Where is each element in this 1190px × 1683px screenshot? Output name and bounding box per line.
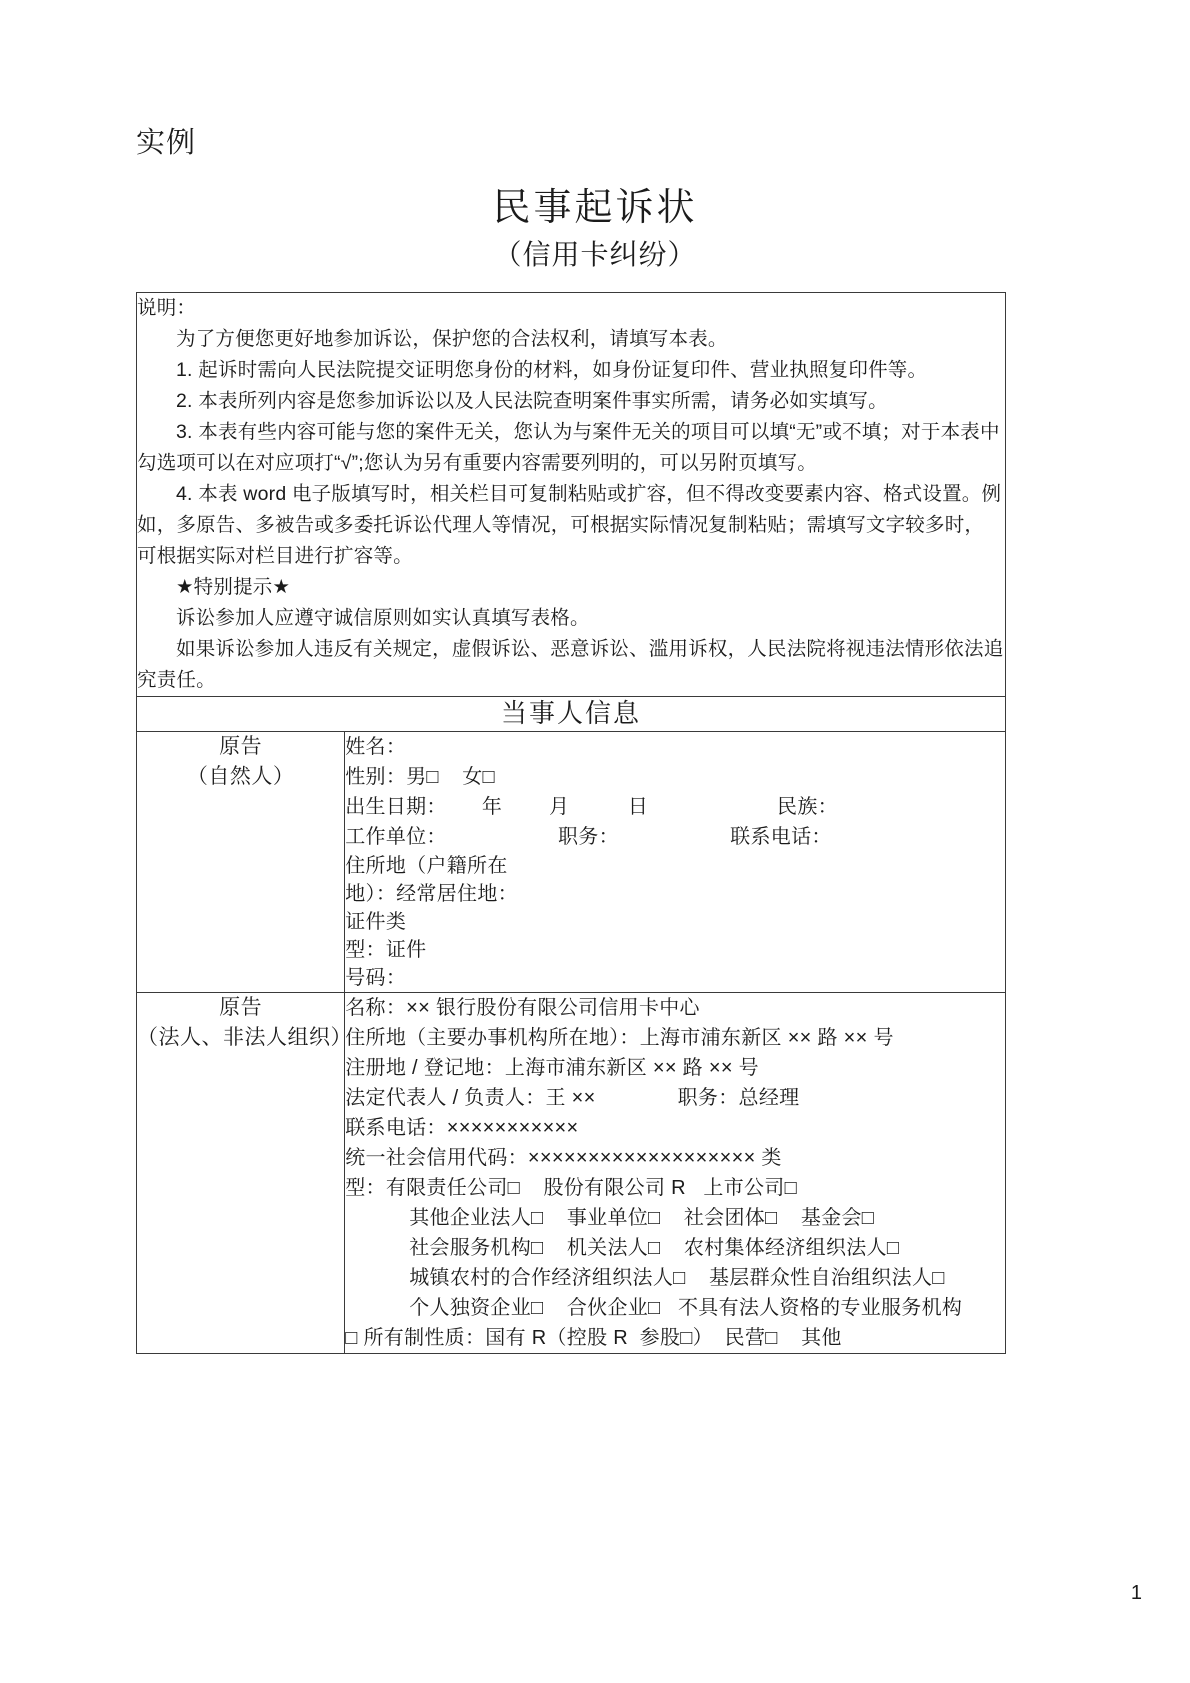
entity-type-option-row[interactable]: 个人独资企业□ 合伙企业□ 不具有法人资格的专业服务机构 (409, 1296, 963, 1319)
notes-cell (137, 293, 1006, 697)
page-subtitle: （信用卡纠纷） (493, 238, 697, 270)
field-entity-phone[interactable]: 联系电话：××××××××××× (345, 1116, 579, 1139)
plaintiff-entity-label-line2: （法人、非法人组织） (137, 1025, 352, 1049)
page-number: 1 (1130, 1582, 1142, 1604)
notice-line: 如果诉讼参加人违反有关规定，虚假诉讼、恶意诉讼、滥用诉权，人民法院将视违法情形依法追究责任。 (137, 638, 1004, 691)
entity-type-option-row[interactable]: 社会服务机构□ 机关法人□ 农村集体经济组织法人□ (409, 1236, 900, 1259)
document-header (0, 0, 1190, 160)
field-entity-name[interactable]: 名称：×× 银行股份有限公司信用卡中心 (345, 996, 700, 1019)
field-entity-registered-address[interactable]: 注册地 / 登记地：上海市浦东新区 ×× 路 ×× 号 (345, 1056, 759, 1079)
field-residence[interactable]: 地）：经常居住地： (345, 882, 518, 905)
field-entity-type-row[interactable]: 型：有限责任公司□ 股份有限公司 R 上市公司□ (345, 1176, 797, 1199)
field-employer[interactable]: 工作单位： 职务： 联系电话： (345, 825, 832, 848)
plaintiff-natural-label (137, 731, 345, 992)
field-gender[interactable]: 性别：男□ 女□ (345, 765, 495, 788)
party-section-header (137, 697, 1006, 732)
notice-line: 诉讼参加人应遵守诚信原则如实认真填写表格。 (176, 607, 590, 629)
field-entity-domicile[interactable]: 住所地（主要办事机构所在地）：上海市浦东新区 ×× 路 ×× 号 (345, 1026, 894, 1049)
field-id-type-cont[interactable]: 型：证件 (345, 938, 427, 961)
notes-line: 4. 本表 word 电子版填写时，相关栏目可复制粘贴或扩容，但不得改变要素内容、格式设置。例 如，多原告、多被告或多委托诉讼代理人等情况，可根据实际情况复制粘贴；需填写文字较多时， 可根据实际对栏目进行扩容等。 (137, 483, 1007, 567)
plaintiff-natural-label-line1: 原告 (219, 734, 263, 758)
party-section-title: 当事人信息 (500, 698, 641, 728)
notes-heading: 说明： (137, 297, 197, 319)
notes-line: 3. 本表有些内容可能与您的案件无关，您认为与案件无关的项目可以填“无”或不填；对于本表中勾选项可以在对应项打“√”;您认为另有重要内容需要列明的，可以另附页填写。 (137, 421, 1000, 474)
field-domicile[interactable]: 住所地（户籍所在 (345, 854, 508, 877)
notes-row (137, 293, 1006, 697)
complaint-form-table (136, 292, 1006, 1354)
plaintiff-natural-row (137, 731, 1006, 992)
field-legal-representative[interactable]: 法定代表人 / 负责人：王 ×× 职务：总经理 (345, 1086, 800, 1109)
field-credit-code[interactable]: 统一社会信用代码：××××××××××××××××××× 类 (345, 1146, 782, 1169)
notes-line: 为了方便您更好地参加诉讼，保护您的合法权利，请填写本表。 (176, 328, 728, 350)
notes-line: 1. 起诉时需向人民法院提交证明您身份的材料，如身份证复印件、营业执照复印件等。 (176, 359, 928, 381)
party-section-row (137, 697, 1006, 732)
field-id-number[interactable]: 号码： (345, 966, 407, 989)
example-tag: 实例 (136, 127, 197, 159)
plaintiff-entity-label-line1: 原告 (219, 995, 263, 1019)
plaintiff-entity-row (137, 992, 1006, 1353)
notes-line: 2. 本表所列内容是您参加诉讼以及人民法院查明案件事实所需，请务必如实填写。 (176, 390, 888, 412)
field-name[interactable]: 姓名： (345, 735, 407, 758)
plaintiff-entity-fields (345, 992, 1006, 1353)
field-id-type[interactable]: 证件类 (345, 910, 407, 933)
plaintiff-natural-label-line2: （自然人） (186, 764, 295, 788)
entity-type-option-row[interactable]: 城镇农村的合作经济组织法人□ 基层群众性自治组织法人□ (409, 1266, 945, 1289)
special-notice-marker: ★特别提示★ (176, 576, 291, 598)
field-ownership-nature[interactable]: □ 所有制性质：国有 R（控股 R 参股□） 民营□ 其他 (345, 1326, 842, 1349)
field-birthdate[interactable]: 出生日期： 年 月 日 民族： (345, 795, 838, 818)
page-title: 民事起诉状 (492, 187, 698, 229)
plaintiff-entity-label (137, 992, 352, 1353)
title-block (0, 185, 1190, 273)
entity-type-option-row[interactable]: 其他企业法人□ 事业单位□ 社会团体□ 基金会□ (409, 1206, 875, 1229)
plaintiff-natural-fields (345, 731, 1006, 992)
